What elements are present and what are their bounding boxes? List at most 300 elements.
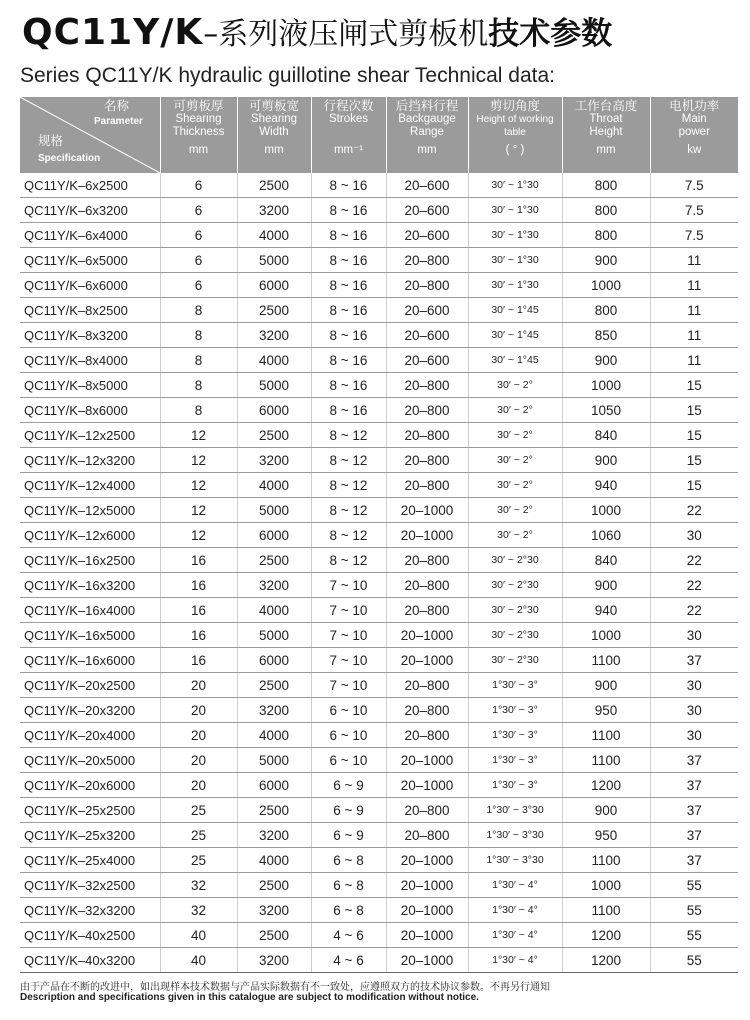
note-cn: 由于产品在不断的改进中，如出现样本技术数据与产品实际数据有不一致处，应遵照双方的技术协议参数。不再另行通知 (20, 982, 550, 993)
angle-cell: 1°30′ ~ 4° (468, 898, 562, 923)
width-cell: 4000 (237, 223, 311, 248)
power-cell: 15 (650, 423, 738, 448)
strokes-cell: 8 ~ 12 (311, 423, 386, 448)
backgauge-cell: 20–1000 (386, 873, 468, 898)
backgauge-cell: 20–800 (386, 398, 468, 423)
backgauge-cell: 20–800 (386, 698, 468, 723)
backgauge-cell: 20–1000 (386, 948, 468, 973)
angle-cell: 1°30′ ~ 4° (468, 923, 562, 948)
throat-cell: 950 (562, 698, 650, 723)
model-cell: QC11Y/K–25x2500 (20, 798, 160, 823)
header-spec-en: Specification (38, 153, 101, 164)
width-cell: 3200 (237, 948, 311, 973)
width-cell: 3200 (237, 898, 311, 923)
angle-cell: 30′ ~ 1°45 (468, 323, 562, 348)
model-cell: QC11Y/K–6x2500 (20, 173, 160, 198)
model-cell: QC11Y/K–32x3200 (20, 898, 160, 923)
angle-cell: 30′ ~ 1°45 (468, 348, 562, 373)
throat-cell: 1060 (562, 523, 650, 548)
angle-cell: 1°30′ ~ 3°30 (468, 798, 562, 823)
angle-cell: 30′ ~ 2° (468, 423, 562, 448)
table-row (20, 348, 738, 373)
strokes-cell: 7 ~ 10 (311, 573, 386, 598)
backgauge-cell: 20–1000 (386, 923, 468, 948)
power-cell: 7.5 (650, 173, 738, 198)
throat-cell: 900 (562, 798, 650, 823)
strokes-cell: 8 ~ 16 (311, 273, 386, 298)
model-cell: QC11Y/K–6x6000 (20, 273, 160, 298)
backgauge-cell: 20–600 (386, 298, 468, 323)
thickness-cell: 6 (160, 273, 237, 298)
power-cell: 30 (650, 523, 738, 548)
throat-cell: 1050 (562, 398, 650, 423)
strokes-cell: 6 ~ 8 (311, 848, 386, 873)
width-cell: 2500 (237, 423, 311, 448)
power-cell: 11 (650, 348, 738, 373)
throat-cell: 1000 (562, 623, 650, 648)
table-row (20, 373, 738, 398)
model-cell: QC11Y/K–20x4000 (20, 723, 160, 748)
thickness-cell: 20 (160, 773, 237, 798)
width-cell: 5000 (237, 748, 311, 773)
throat-cell: 950 (562, 823, 650, 848)
header-backgauge: 后挡料行程 Backgauge Range mm (386, 97, 468, 173)
power-cell: 11 (650, 323, 738, 348)
backgauge-cell: 20–600 (386, 173, 468, 198)
width-cell: 3200 (237, 823, 311, 848)
power-cell: 37 (650, 748, 738, 773)
header-throat: 工作台高度 Throat Height mm (562, 97, 650, 173)
angle-cell: 30′ ~ 2° (468, 373, 562, 398)
thickness-cell: 6 (160, 248, 237, 273)
width-cell: 6000 (237, 773, 311, 798)
spec-table (20, 97, 738, 973)
throat-cell: 1000 (562, 873, 650, 898)
page-subtitle: Series QC11Y/K hydraulic guillotine shear Technical data: (20, 64, 556, 87)
strokes-cell: 6 ~ 9 (311, 798, 386, 823)
table-row (20, 573, 738, 598)
strokes-cell: 8 ~ 16 (311, 198, 386, 223)
width-cell: 4000 (237, 348, 311, 373)
width-cell: 3200 (237, 698, 311, 723)
strokes-cell: 4 ~ 6 (311, 948, 386, 973)
backgauge-cell: 20–1000 (386, 523, 468, 548)
power-cell: 22 (650, 573, 738, 598)
page-title (22, 8, 612, 62)
angle-cell: 30′ ~ 2° (468, 498, 562, 523)
strokes-cell: 6 ~ 10 (311, 748, 386, 773)
thickness-cell: 16 (160, 598, 237, 623)
width-cell: 2500 (237, 673, 311, 698)
backgauge-cell: 20–800 (386, 673, 468, 698)
thickness-cell: 8 (160, 373, 237, 398)
strokes-cell: 7 ~ 10 (311, 623, 386, 648)
width-cell: 6000 (237, 648, 311, 673)
angle-cell: 1°30′ ~ 3° (468, 698, 562, 723)
backgauge-cell: 20–600 (386, 223, 468, 248)
thickness-cell: 40 (160, 923, 237, 948)
thickness-cell: 20 (160, 698, 237, 723)
angle-cell: 30′ ~ 2°30 (468, 548, 562, 573)
header-shear-angle: 剪切角度 Height of working table ( ° ) (468, 97, 562, 173)
strokes-cell: 6 ~ 10 (311, 723, 386, 748)
thickness-cell: 12 (160, 498, 237, 523)
note-en: Description and specifications given in this catalogue are subject to modification without notice. (20, 992, 479, 1003)
strokes-cell: 6 ~ 8 (311, 873, 386, 898)
throat-cell: 800 (562, 198, 650, 223)
power-cell: 55 (650, 873, 738, 898)
model-cell: QC11Y/K–12x4000 (20, 473, 160, 498)
power-cell: 15 (650, 473, 738, 498)
model-cell: QC11Y/K–16x5000 (20, 623, 160, 648)
throat-cell: 940 (562, 598, 650, 623)
power-cell: 30 (650, 623, 738, 648)
throat-cell: 1000 (562, 273, 650, 298)
table-row (20, 198, 738, 223)
table-row (20, 448, 738, 473)
width-cell: 6000 (237, 398, 311, 423)
model-cell: QC11Y/K–25x3200 (20, 823, 160, 848)
width-cell: 3200 (237, 448, 311, 473)
backgauge-cell: 20–1000 (386, 623, 468, 648)
model-cell: QC11Y/K–16x6000 (20, 648, 160, 673)
power-cell: 37 (650, 798, 738, 823)
thickness-cell: 20 (160, 723, 237, 748)
thickness-cell: 25 (160, 848, 237, 873)
width-cell: 5000 (237, 623, 311, 648)
table-row (20, 773, 738, 798)
header-corner (20, 97, 160, 173)
model-cell: QC11Y/K–16x2500 (20, 548, 160, 573)
strokes-cell: 7 ~ 10 (311, 648, 386, 673)
power-cell: 22 (650, 598, 738, 623)
power-cell: 37 (650, 773, 738, 798)
table-row (20, 823, 738, 848)
thickness-cell: 12 (160, 448, 237, 473)
angle-cell: 30′ ~ 2° (468, 473, 562, 498)
title-series-cn: 系列液压闸式剪板机 (218, 17, 489, 52)
width-cell: 2500 (237, 798, 311, 823)
model-cell: QC11Y/K–6x5000 (20, 248, 160, 273)
backgauge-cell: 20–800 (386, 423, 468, 448)
header-thickness: 可剪板厚 Shearing Thickness mm (160, 97, 237, 173)
width-cell: 5000 (237, 498, 311, 523)
power-cell: 11 (650, 273, 738, 298)
thickness-cell: 12 (160, 473, 237, 498)
backgauge-cell: 20–800 (386, 473, 468, 498)
power-cell: 55 (650, 948, 738, 973)
header-power: 电机功率 Main power kw (650, 97, 738, 173)
backgauge-cell: 20–1000 (386, 773, 468, 798)
table-row (20, 723, 738, 748)
model-cell: QC11Y/K–32x2500 (20, 873, 160, 898)
angle-cell: 30′ ~ 2°30 (468, 573, 562, 598)
strokes-cell: 6 ~ 9 (311, 773, 386, 798)
throat-cell: 840 (562, 423, 650, 448)
backgauge-cell: 20–600 (386, 323, 468, 348)
table-row (20, 473, 738, 498)
table-row (20, 398, 738, 423)
table-row (20, 173, 738, 198)
throat-cell: 900 (562, 573, 650, 598)
model-cell: QC11Y/K–16x4000 (20, 598, 160, 623)
thickness-cell: 8 (160, 348, 237, 373)
power-cell: 30 (650, 698, 738, 723)
width-cell: 4000 (237, 723, 311, 748)
angle-cell: 1°30′ ~ 4° (468, 873, 562, 898)
thickness-cell: 25 (160, 798, 237, 823)
throat-cell: 900 (562, 348, 650, 373)
width-cell: 2500 (237, 923, 311, 948)
power-cell: 7.5 (650, 198, 738, 223)
backgauge-cell: 20–1000 (386, 748, 468, 773)
strokes-cell: 7 ~ 10 (311, 673, 386, 698)
backgauge-cell: 20–800 (386, 798, 468, 823)
header-param-en: Parameter (94, 116, 143, 127)
backgauge-cell: 20–800 (386, 573, 468, 598)
angle-cell: 30′ ~ 1°30 (468, 223, 562, 248)
table-row (20, 598, 738, 623)
power-cell: 30 (650, 723, 738, 748)
model-cell: QC11Y/K–8x4000 (20, 348, 160, 373)
thickness-cell: 20 (160, 673, 237, 698)
model-cell: QC11Y/K–8x2500 (20, 298, 160, 323)
throat-cell: 1100 (562, 648, 650, 673)
strokes-cell: 8 ~ 16 (311, 223, 386, 248)
title-model: QC11Y/K (22, 12, 204, 53)
table-row (20, 648, 738, 673)
strokes-cell: 8 ~ 16 (311, 173, 386, 198)
power-cell: 37 (650, 823, 738, 848)
table-row (20, 848, 738, 873)
table-row (20, 698, 738, 723)
backgauge-cell: 20–1000 (386, 498, 468, 523)
model-cell: QC11Y/K–8x3200 (20, 323, 160, 348)
width-cell: 3200 (237, 573, 311, 598)
model-cell: QC11Y/K–12x6000 (20, 523, 160, 548)
thickness-cell: 16 (160, 573, 237, 598)
table-row (20, 623, 738, 648)
width-cell: 2500 (237, 298, 311, 323)
model-cell: QC11Y/K–12x2500 (20, 423, 160, 448)
table-row (20, 673, 738, 698)
width-cell: 4000 (237, 473, 311, 498)
table-row (20, 223, 738, 248)
throat-cell: 800 (562, 173, 650, 198)
backgauge-cell: 20–1000 (386, 648, 468, 673)
model-cell: QC11Y/K–12x5000 (20, 498, 160, 523)
power-cell: 37 (650, 648, 738, 673)
strokes-cell: 8 ~ 16 (311, 348, 386, 373)
throat-cell: 850 (562, 323, 650, 348)
throat-cell: 1100 (562, 898, 650, 923)
header-width: 可剪板宽 Shearing Width mm (237, 97, 311, 173)
model-cell: QC11Y/K–20x2500 (20, 673, 160, 698)
model-cell: QC11Y/K–25x4000 (20, 848, 160, 873)
power-cell: 15 (650, 373, 738, 398)
backgauge-cell: 20–600 (386, 198, 468, 223)
angle-cell: 30′ ~ 1°30 (468, 198, 562, 223)
title-dash: – (203, 17, 219, 52)
thickness-cell: 8 (160, 298, 237, 323)
width-cell: 5000 (237, 248, 311, 273)
backgauge-cell: 20–1000 (386, 898, 468, 923)
throat-cell: 1200 (562, 923, 650, 948)
power-cell: 22 (650, 498, 738, 523)
backgauge-cell: 20–600 (386, 348, 468, 373)
angle-cell: 1°30′ ~ 4° (468, 948, 562, 973)
table-row (20, 498, 738, 523)
strokes-cell: 6 ~ 8 (311, 898, 386, 923)
table-row (20, 748, 738, 773)
throat-cell: 1100 (562, 723, 650, 748)
strokes-cell: 8 ~ 16 (311, 248, 386, 273)
thickness-cell: 12 (160, 423, 237, 448)
thickness-cell: 16 (160, 623, 237, 648)
table-row (20, 798, 738, 823)
strokes-cell: 8 ~ 12 (311, 473, 386, 498)
header-strokes: 行程次数 Strokes mm⁻¹ (311, 97, 386, 173)
angle-cell: 1°30′ ~ 3°30 (468, 848, 562, 873)
thickness-cell: 6 (160, 173, 237, 198)
width-cell: 3200 (237, 323, 311, 348)
power-cell: 15 (650, 398, 738, 423)
model-cell: QC11Y/K–12x3200 (20, 448, 160, 473)
angle-cell: 1°30′ ~ 3°30 (468, 823, 562, 848)
width-cell: 5000 (237, 373, 311, 398)
thickness-cell: 16 (160, 648, 237, 673)
angle-cell: 1°30′ ~ 3° (468, 748, 562, 773)
width-cell: 4000 (237, 598, 311, 623)
table-row (20, 898, 738, 923)
angle-cell: 30′ ~ 1°45 (468, 298, 562, 323)
backgauge-cell: 20–800 (386, 273, 468, 298)
model-cell: QC11Y/K–6x3200 (20, 198, 160, 223)
angle-cell: 30′ ~ 2° (468, 448, 562, 473)
thickness-cell: 8 (160, 323, 237, 348)
backgauge-cell: 20–800 (386, 448, 468, 473)
throat-cell: 900 (562, 448, 650, 473)
angle-cell: 30′ ~ 2° (468, 398, 562, 423)
angle-cell: 30′ ~ 1°30 (468, 273, 562, 298)
strokes-cell: 8 ~ 12 (311, 548, 386, 573)
thickness-cell: 20 (160, 748, 237, 773)
thickness-cell: 40 (160, 948, 237, 973)
thickness-cell: 32 (160, 873, 237, 898)
throat-cell: 800 (562, 298, 650, 323)
width-cell: 4000 (237, 848, 311, 873)
throat-cell: 1200 (562, 773, 650, 798)
power-cell: 55 (650, 923, 738, 948)
thickness-cell: 25 (160, 823, 237, 848)
angle-cell: 30′ ~ 2°30 (468, 598, 562, 623)
strokes-cell: 7 ~ 10 (311, 598, 386, 623)
model-cell: QC11Y/K–40x2500 (20, 923, 160, 948)
width-cell: 2500 (237, 548, 311, 573)
throat-cell: 900 (562, 673, 650, 698)
strokes-cell: 6 ~ 9 (311, 823, 386, 848)
throat-cell: 1000 (562, 373, 650, 398)
throat-cell: 900 (562, 248, 650, 273)
angle-cell: 1°30′ ~ 3° (468, 723, 562, 748)
model-cell: QC11Y/K–16x3200 (20, 573, 160, 598)
strokes-cell: 8 ~ 16 (311, 298, 386, 323)
table-row (20, 548, 738, 573)
table-row (20, 523, 738, 548)
throat-cell: 940 (562, 473, 650, 498)
model-cell: QC11Y/K–20x3200 (20, 698, 160, 723)
header-spec-cn: 规格 (38, 134, 64, 148)
title-bold-cn: 技术参数 (488, 16, 613, 52)
table-body (20, 173, 738, 973)
table-row (20, 248, 738, 273)
thickness-cell: 12 (160, 523, 237, 548)
table-row (20, 948, 738, 973)
width-cell: 2500 (237, 873, 311, 898)
backgauge-cell: 20–800 (386, 248, 468, 273)
model-cell: QC11Y/K–20x6000 (20, 773, 160, 798)
angle-cell: 30′ ~ 2° (468, 523, 562, 548)
width-cell: 6000 (237, 523, 311, 548)
throat-cell: 1100 (562, 748, 650, 773)
thickness-cell: 16 (160, 548, 237, 573)
thickness-cell: 8 (160, 398, 237, 423)
backgauge-cell: 20–1000 (386, 848, 468, 873)
table-row (20, 873, 738, 898)
table-header (20, 97, 738, 173)
model-cell: QC11Y/K–40x3200 (20, 948, 160, 973)
width-cell: 6000 (237, 273, 311, 298)
strokes-cell: 8 ~ 16 (311, 323, 386, 348)
angle-cell: 30′ ~ 1°30 (468, 248, 562, 273)
power-cell: 22 (650, 548, 738, 573)
throat-cell: 1000 (562, 498, 650, 523)
strokes-cell: 6 ~ 10 (311, 698, 386, 723)
power-cell: 15 (650, 448, 738, 473)
backgauge-cell: 20–800 (386, 823, 468, 848)
strokes-cell: 8 ~ 12 (311, 448, 386, 473)
table-row (20, 423, 738, 448)
thickness-cell: 32 (160, 898, 237, 923)
model-cell: QC11Y/K–8x6000 (20, 398, 160, 423)
strokes-cell: 8 ~ 12 (311, 498, 386, 523)
angle-cell: 30′ ~ 2°30 (468, 648, 562, 673)
power-cell: 37 (650, 848, 738, 873)
throat-cell: 1200 (562, 948, 650, 973)
table-row (20, 923, 738, 948)
strokes-cell: 4 ~ 6 (311, 923, 386, 948)
throat-cell: 1100 (562, 848, 650, 873)
strokes-cell: 8 ~ 16 (311, 373, 386, 398)
model-cell: QC11Y/K–20x5000 (20, 748, 160, 773)
header-param-cn: 名称 (104, 99, 130, 113)
backgauge-cell: 20–800 (386, 723, 468, 748)
backgauge-cell: 20–800 (386, 548, 468, 573)
width-cell: 2500 (237, 173, 311, 198)
width-cell: 3200 (237, 198, 311, 223)
angle-cell: 30′ ~ 2°30 (468, 623, 562, 648)
power-cell: 30 (650, 673, 738, 698)
table-row (20, 298, 738, 323)
strokes-cell: 8 ~ 16 (311, 398, 386, 423)
thickness-cell: 6 (160, 223, 237, 248)
power-cell: 7.5 (650, 223, 738, 248)
throat-cell: 840 (562, 548, 650, 573)
backgauge-cell: 20–800 (386, 598, 468, 623)
backgauge-cell: 20–800 (386, 373, 468, 398)
power-cell: 55 (650, 898, 738, 923)
power-cell: 11 (650, 248, 738, 273)
